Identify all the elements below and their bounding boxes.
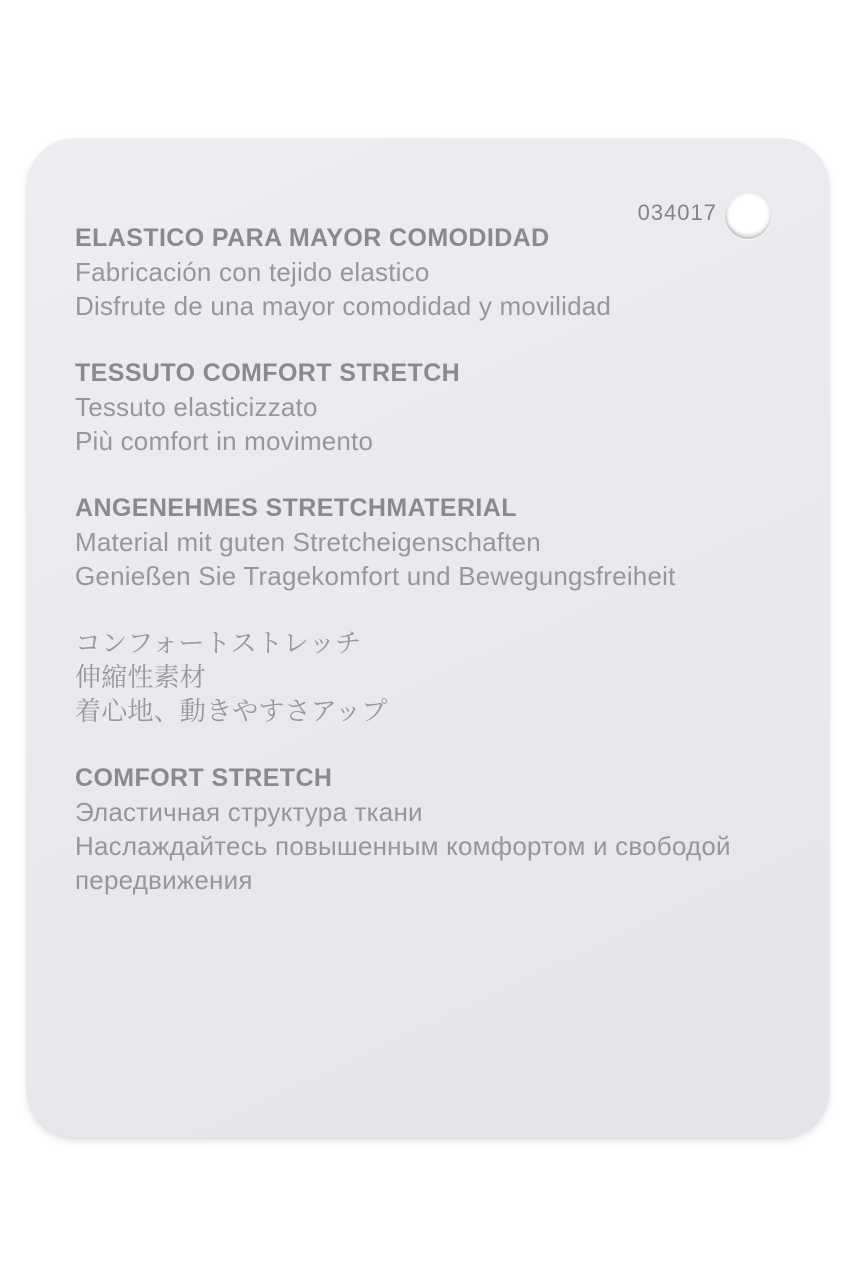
lang-section-es bbox=[75, 221, 737, 323]
lang-section-de bbox=[75, 491, 737, 593]
section-line: Disfrute de una mayor comodidad y movilidad bbox=[75, 291, 612, 321]
section-line: Material mit guten Stretcheigenschaften bbox=[75, 527, 541, 557]
section-line: Эластичная структура ткани bbox=[75, 797, 423, 827]
section-line: Наслаждайтесь повышенным комфортом и свободой передвижения bbox=[75, 831, 731, 895]
lang-section-ja bbox=[75, 626, 737, 728]
lang-section-it bbox=[75, 356, 737, 458]
section-line: Più comfort in movimento bbox=[75, 426, 374, 456]
section-line: 伸縮性素材 bbox=[75, 662, 207, 692]
section-heading: TESSUTO COMFORT STRETCH bbox=[75, 359, 461, 387]
hang-tag-card bbox=[27, 139, 829, 1138]
section-heading: COMFORT STRETCH bbox=[75, 764, 333, 792]
section-line: Tessuto elasticizzato bbox=[75, 392, 318, 422]
section-line: Genießen Sie Tragekomfort und Bewegungsfreiheit bbox=[75, 561, 676, 591]
section-heading: ELASTICO PARA MAYOR COMODIDAD bbox=[75, 224, 550, 252]
tag-text-block bbox=[75, 221, 737, 897]
section-line: コンフォートストレッチ bbox=[75, 628, 362, 658]
section-line: Fabricación con tejido elastico bbox=[75, 257, 430, 287]
lang-section-en-ru bbox=[75, 761, 737, 897]
tag-number: 034017 bbox=[637, 200, 717, 225]
section-line: 着心地、動きやすさアップ bbox=[75, 696, 388, 726]
section-heading: ANGENEHMES STRETCHMATERIAL bbox=[75, 494, 517, 522]
